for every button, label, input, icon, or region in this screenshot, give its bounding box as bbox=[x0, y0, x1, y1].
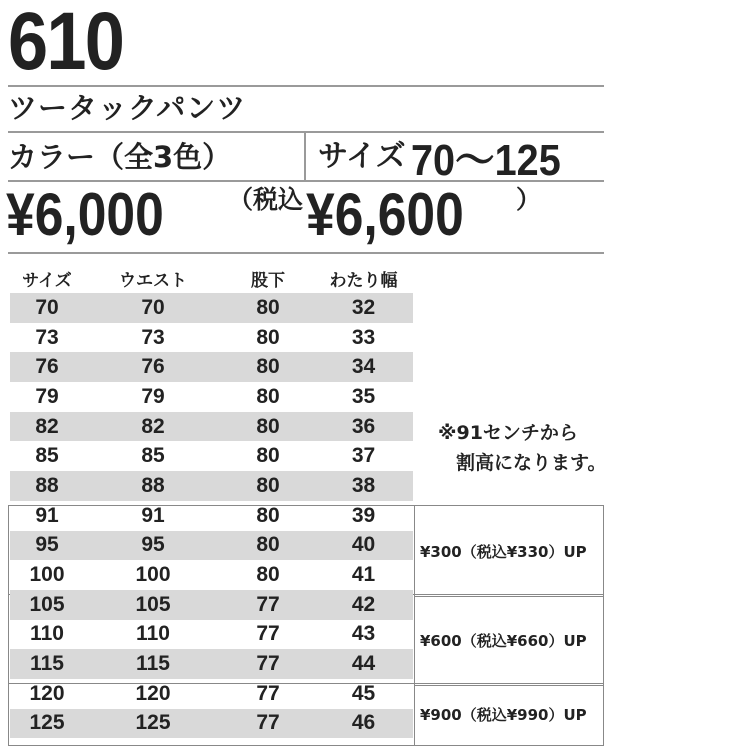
table-row bbox=[10, 531, 413, 561]
cell-waist: 82 bbox=[84, 412, 222, 442]
cell-size: 79 bbox=[35, 384, 59, 408]
cell-size: 100 bbox=[29, 563, 65, 587]
cell-waist: 88 bbox=[84, 471, 222, 501]
cell-waist: 85 bbox=[141, 444, 165, 468]
cell-waist: 110 bbox=[136, 622, 170, 646]
cell-waist: 73 bbox=[141, 325, 165, 349]
table-row bbox=[10, 323, 413, 353]
divider-top bbox=[8, 85, 604, 87]
column-header-inseam: 股下 bbox=[251, 271, 285, 291]
cell-inseam: 77 bbox=[222, 709, 314, 739]
table-header-row bbox=[10, 264, 413, 293]
cell-inseam: 80 bbox=[256, 503, 280, 527]
cell-inseam: 80 bbox=[222, 352, 314, 382]
cell-thigh: 37 bbox=[351, 444, 376, 468]
cell-inseam: 80 bbox=[256, 444, 280, 468]
table-row bbox=[10, 293, 413, 323]
table-row bbox=[10, 471, 413, 501]
cell-size: 115 bbox=[10, 649, 84, 679]
tax-included-price: ¥6,600 bbox=[306, 181, 464, 248]
cell-thigh: 43 bbox=[351, 622, 376, 646]
table-row bbox=[10, 649, 413, 679]
model-number: 610 bbox=[8, 0, 124, 87]
cell-inseam: 80 bbox=[222, 531, 314, 561]
cell-waist: 79 bbox=[141, 384, 165, 408]
cell-size: 110 bbox=[30, 622, 64, 646]
cell-size: 95 bbox=[10, 531, 84, 561]
header-vertical-divider bbox=[304, 133, 306, 181]
surcharge-300: ¥300（税込¥330）UP bbox=[414, 505, 604, 597]
table-row bbox=[10, 679, 413, 709]
column-header-size: サイズ bbox=[22, 271, 72, 291]
cell-thigh: 36 bbox=[314, 412, 413, 442]
cell-size: 88 bbox=[10, 471, 84, 501]
note-line-2: 割高になります。 bbox=[456, 452, 607, 474]
size-table bbox=[10, 264, 413, 738]
cell-thigh: 38 bbox=[314, 471, 413, 501]
column-header-thigh: わたり幅 bbox=[329, 271, 398, 291]
cell-inseam: 80 bbox=[222, 471, 314, 501]
cell-size: 91 bbox=[35, 503, 59, 527]
cell-waist: 91 bbox=[141, 503, 165, 527]
cell-size: 82 bbox=[10, 412, 84, 442]
size-range: 70〜125 bbox=[411, 136, 561, 185]
cell-inseam: 80 bbox=[222, 412, 314, 442]
cell-inseam: 80 bbox=[256, 563, 280, 587]
cell-thigh: 39 bbox=[351, 503, 376, 527]
cell-size: 70 bbox=[10, 293, 84, 323]
product-name: ツータックパンツ bbox=[8, 91, 247, 125]
cell-size: 76 bbox=[10, 352, 84, 382]
table-row bbox=[10, 352, 413, 382]
cell-waist: 95 bbox=[84, 531, 222, 561]
cell-thigh: 40 bbox=[314, 531, 413, 561]
table-row bbox=[10, 560, 413, 590]
cell-size: 85 bbox=[35, 444, 59, 468]
cell-inseam: 77 bbox=[222, 649, 314, 679]
cell-waist: 115 bbox=[84, 649, 222, 679]
base-price: ¥6,000 bbox=[6, 181, 164, 248]
cell-thigh: 32 bbox=[314, 293, 413, 323]
cell-thigh: 34 bbox=[314, 352, 413, 382]
table-row bbox=[10, 590, 413, 620]
cell-thigh: 46 bbox=[314, 709, 413, 739]
cell-inseam: 77 bbox=[256, 622, 280, 646]
table-row bbox=[10, 412, 413, 442]
cell-waist: 100 bbox=[135, 563, 171, 587]
table-row bbox=[10, 441, 413, 471]
cell-size: 105 bbox=[10, 590, 84, 620]
cell-inseam: 80 bbox=[222, 293, 314, 323]
size-range-heading bbox=[318, 132, 578, 186]
tax-close: ） bbox=[516, 185, 542, 214]
surcharge-note bbox=[438, 418, 606, 478]
tax-open: （税込 bbox=[228, 185, 304, 214]
cell-thigh: 35 bbox=[351, 384, 376, 408]
cell-inseam: 77 bbox=[256, 681, 280, 705]
cell-waist: 76 bbox=[84, 352, 222, 382]
surcharge-600: ¥600（税込¥660）UP bbox=[414, 594, 604, 686]
cell-waist: 125 bbox=[84, 709, 222, 739]
cell-inseam: 80 bbox=[256, 325, 280, 349]
cell-thigh: 42 bbox=[314, 590, 413, 620]
column-header-waist: ウエスト bbox=[119, 271, 187, 291]
cell-size: 125 bbox=[10, 709, 84, 739]
surcharge-900: ¥900（税込¥990）UP bbox=[414, 683, 604, 746]
divider-price bbox=[8, 252, 604, 254]
size-label: サイズ bbox=[318, 139, 406, 174]
table-row bbox=[10, 382, 413, 412]
cell-inseam: 80 bbox=[256, 384, 280, 408]
cell-size: 120 bbox=[29, 681, 65, 705]
cell-size: 73 bbox=[35, 325, 59, 349]
cell-waist: 120 bbox=[135, 681, 171, 705]
note-line-1: ※91センチから bbox=[438, 422, 578, 444]
cell-waist: 70 bbox=[84, 293, 222, 323]
cell-thigh: 45 bbox=[351, 681, 376, 705]
cell-waist: 105 bbox=[84, 590, 222, 620]
cell-thigh: 33 bbox=[351, 325, 376, 349]
cell-thigh: 44 bbox=[314, 649, 413, 679]
table-row bbox=[10, 501, 413, 531]
color-info: カラー（全3色） bbox=[8, 140, 232, 174]
table-row bbox=[10, 620, 413, 650]
cell-inseam: 77 bbox=[222, 590, 314, 620]
table-row bbox=[10, 709, 413, 739]
cell-thigh: 41 bbox=[351, 563, 376, 587]
